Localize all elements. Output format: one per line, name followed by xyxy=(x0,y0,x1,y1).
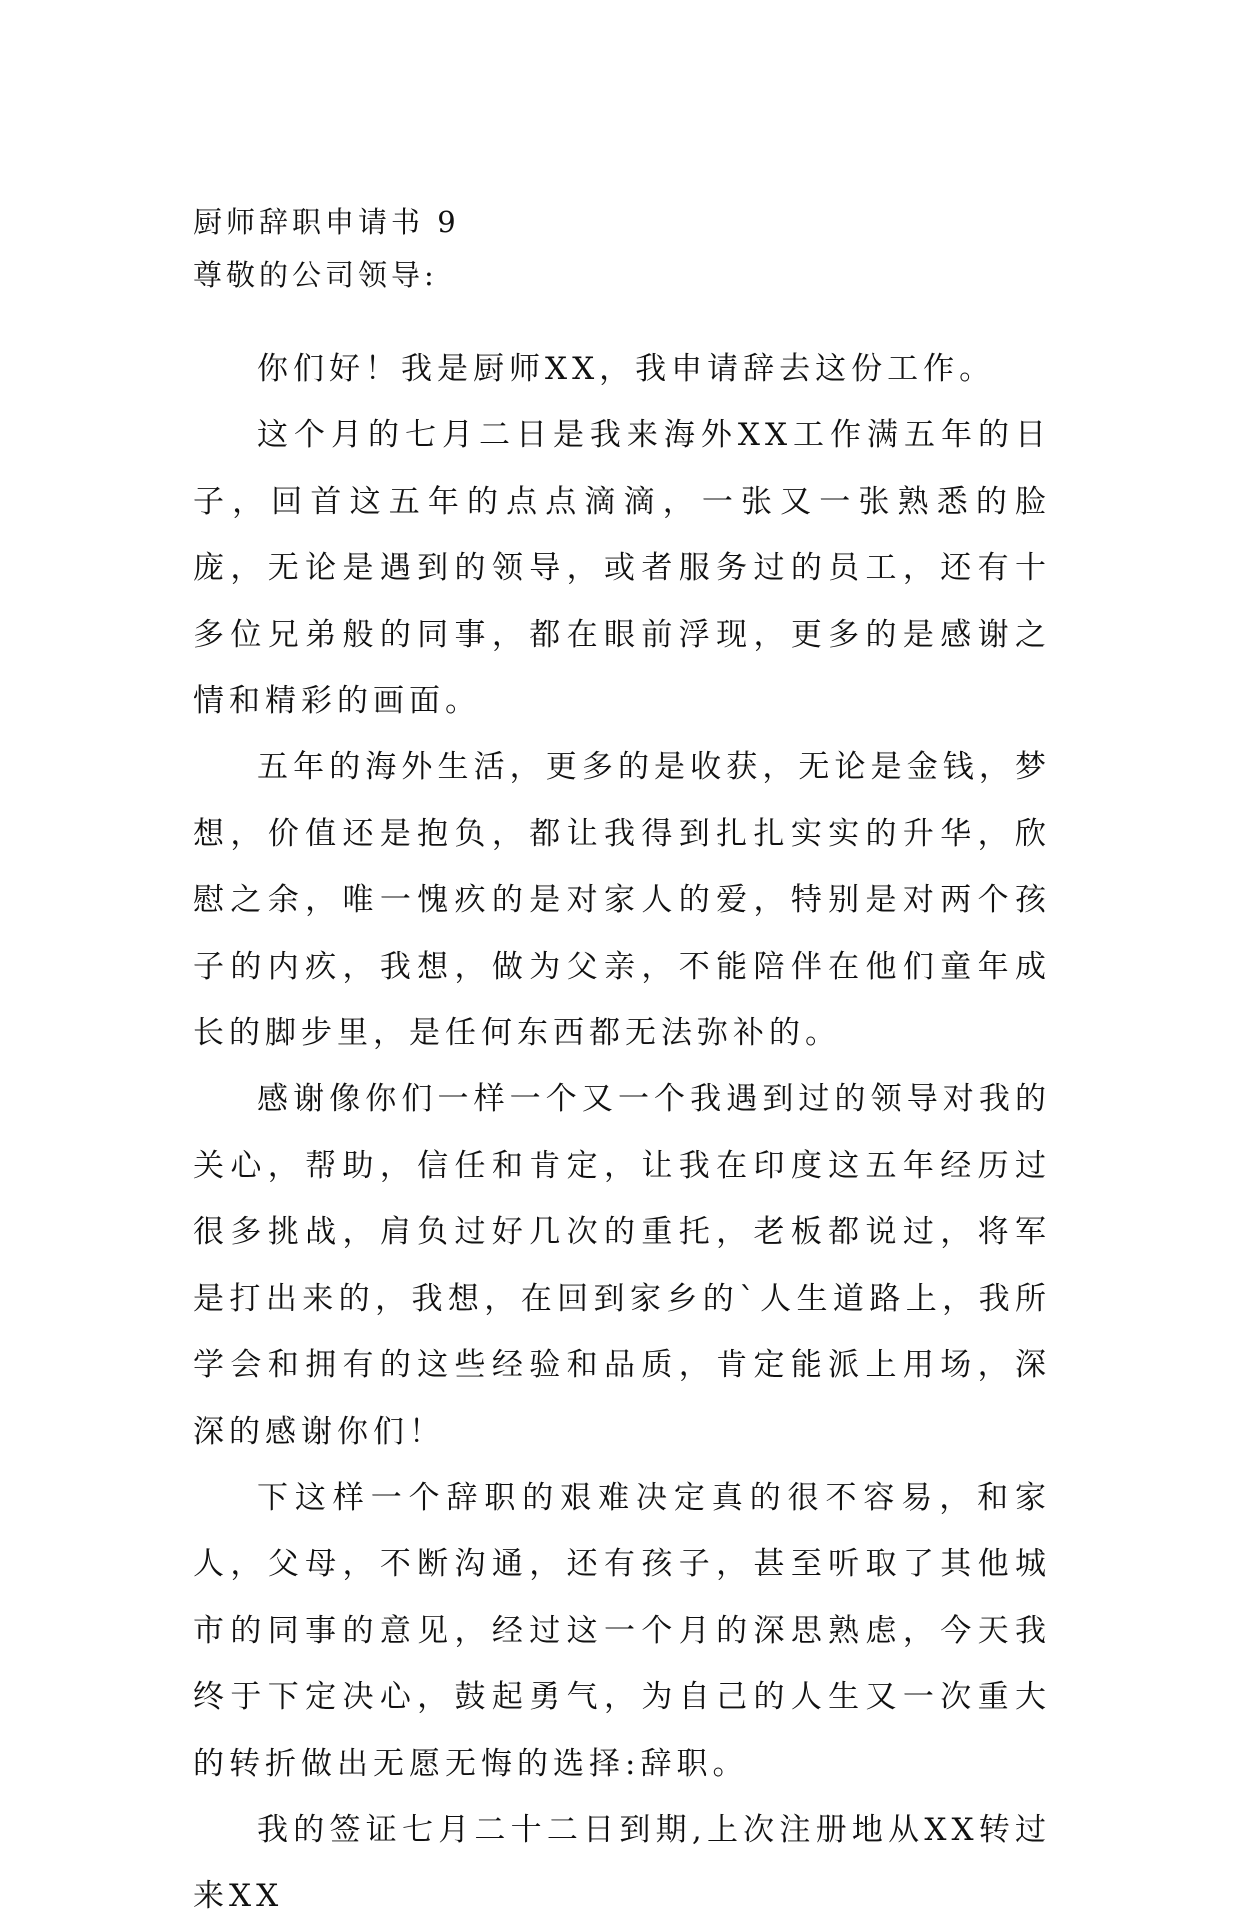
paragraph-anniversary: 这个月的七月二日是我来海外XX工作满五年的日子，回首这五年的点点滴滴，一张又一张熟悉的脸庞，无论是遇到的领导，或者服务过的员工，还有十多位兄弟般的同事，都在眼前浮现，更多的是感谢之情和精彩的画面。 xyxy=(193,417,1051,720)
salutation: 尊敬的公司领导: xyxy=(193,258,438,292)
paragraph-decision: 下这样一个辞职的艰难决定真的很不容易，和家人，父母，不断沟通，还有孩子，甚至听取了其他城市的同事的意见，经过这一个月的深思熟虑，今天我终于下定决心，鼓起勇气，为自己的人生又一次重大的转折做出无愿无悔的选择:辞职。 xyxy=(193,1479,1051,1782)
paragraph-visa: 我的签证七月二十二日到期,上次注册地从XX转过来XX xyxy=(193,1811,1051,1915)
document-title: 厨师辞职申请书 9 xyxy=(193,205,460,239)
paragraph-thanks: 感谢像你们一样一个又一个我遇到过的领导对我的关心，帮助，信任和肯定，让我在印度这五年经历过很多挑战，肩负过好几次的重托，老板都说过，将军是打出来的，我想，在回到家乡的`人生道路上，我所学会和拥有的这些经验和品质，肯定能派上用场，深深的感谢你们！ xyxy=(193,1081,1051,1450)
paragraph-overseas-life: 五年的海外生活，更多的是收获，无论是金钱，梦想，价值还是抱负，都让我得到扎扎实实的升华，欣慰之余，唯一愧疚的是对家人的爱，特别是对两个孩子的内疚，我想，做为父亲，不能陪伴在他们童年成长的脚步里，是任何东西都无法弥补的。 xyxy=(193,749,1051,1052)
paragraph-greeting: 你们好！我是厨师XX，我申请辞去这份工作。 xyxy=(257,351,996,387)
letter-body xyxy=(193,336,1051,1930)
